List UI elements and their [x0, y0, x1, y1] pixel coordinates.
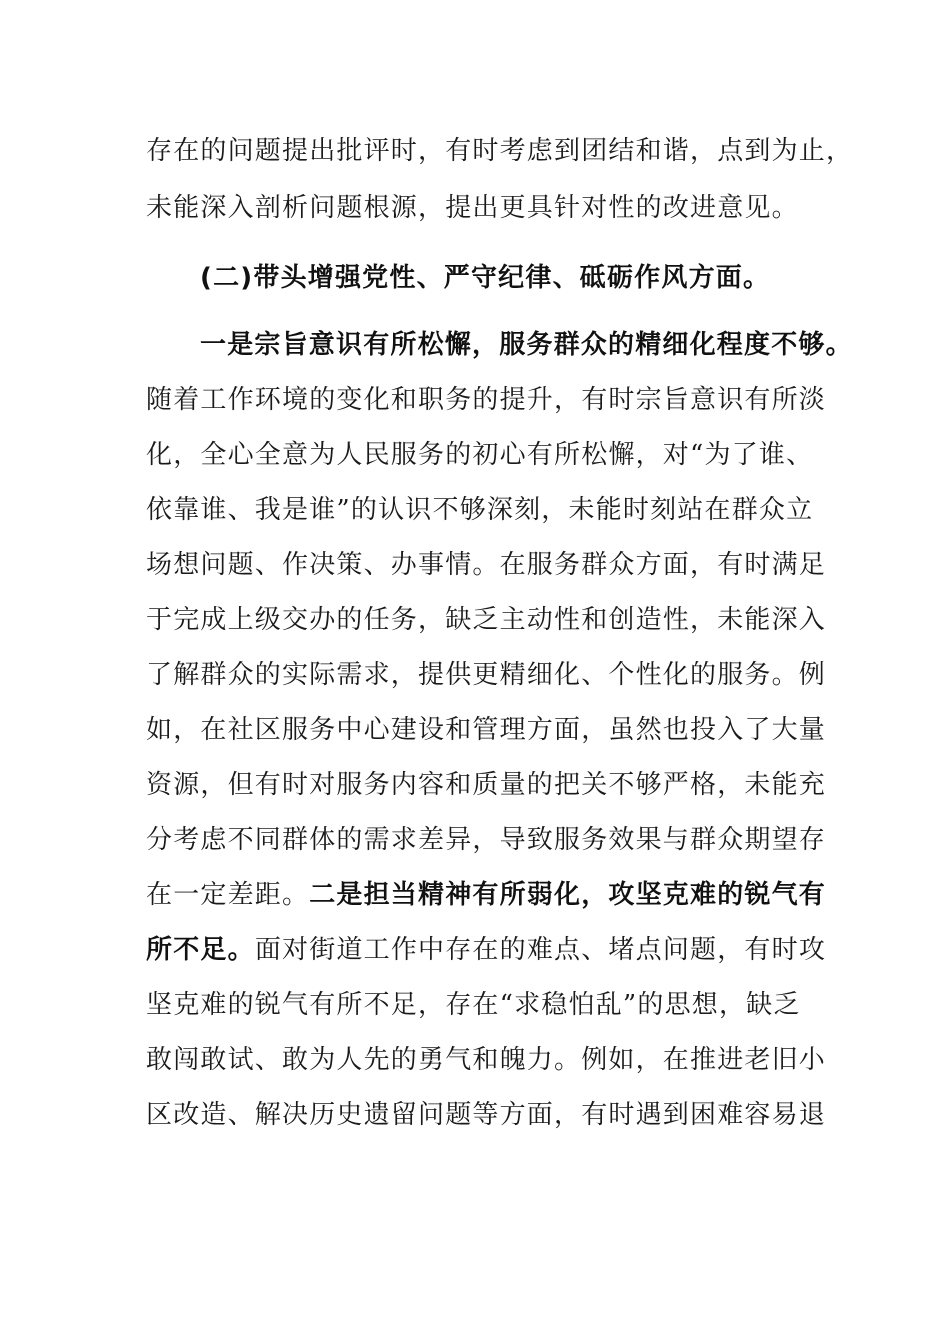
paragraph-lead-bold: 一是宗旨意识有所松懈，服务群众的精细化程度不够。 [200, 330, 853, 360]
body-text-span: 在一定差距。 [146, 880, 310, 910]
body-text-line: 分考虑不同群体的需求差异，导致服务效果与群众期望存 [146, 825, 827, 855]
body-text-line: 化，全心全意为人民服务的初心有所松懈，对“为了谁、 [146, 440, 814, 470]
section-heading: (二)带头增强党性、严守纪律、砥砺作风方面。 [200, 263, 771, 293]
body-text-line: 资源，但有时对服务内容和质量的把关不够严格，未能充 [146, 770, 827, 800]
body-text-line-mixed [146, 875, 827, 915]
body-text-line: 坚克难的锐气有所不足，存在“求稳怕乱”的思想，缺乏 [146, 990, 801, 1020]
paragraph-lead-bold: 所不足。 [146, 935, 255, 965]
body-text-line-mixed [146, 930, 827, 970]
body-text-span: 面对街道工作中存在的难点、堵点问题，有时攻 [254, 935, 827, 965]
body-text-line: 未能深入剖析问题根源，提出更具针对性的改进意见。 [146, 193, 799, 223]
body-text-line: 存在的问题提出批评时，有时考虑到团结和谐，点到为止， [146, 136, 854, 166]
body-text-line: 了解群众的实际需求，提供更精细化、个性化的服务。例 [146, 660, 827, 690]
body-text-line: 敢闯敢试、敢为人先的勇气和魄力。例如，在推进老旧小 [146, 1045, 827, 1075]
paragraph-lead-bold: 二是担当精神有所弱化，攻坚克难的锐气有 [309, 880, 827, 910]
body-text-line: 随着工作环境的变化和职务的提升，有时宗旨意识有所淡 [146, 385, 827, 415]
body-text-line: 依靠谁、我是谁”的认识不够深刻，未能时刻站在群众立 [146, 495, 814, 525]
body-text-line: 于完成上级交办的任务，缺乏主动性和创造性，未能深入 [146, 605, 827, 635]
body-text-line: 场想问题、作决策、办事情。在服务群众方面，有时满足 [146, 550, 827, 580]
body-text-line: 如，在社区服务中心建设和管理方面，虽然也投入了大量 [146, 715, 827, 745]
body-text-line: 区改造、解决历史遗留问题等方面，有时遇到困难容易退 [146, 1100, 827, 1130]
